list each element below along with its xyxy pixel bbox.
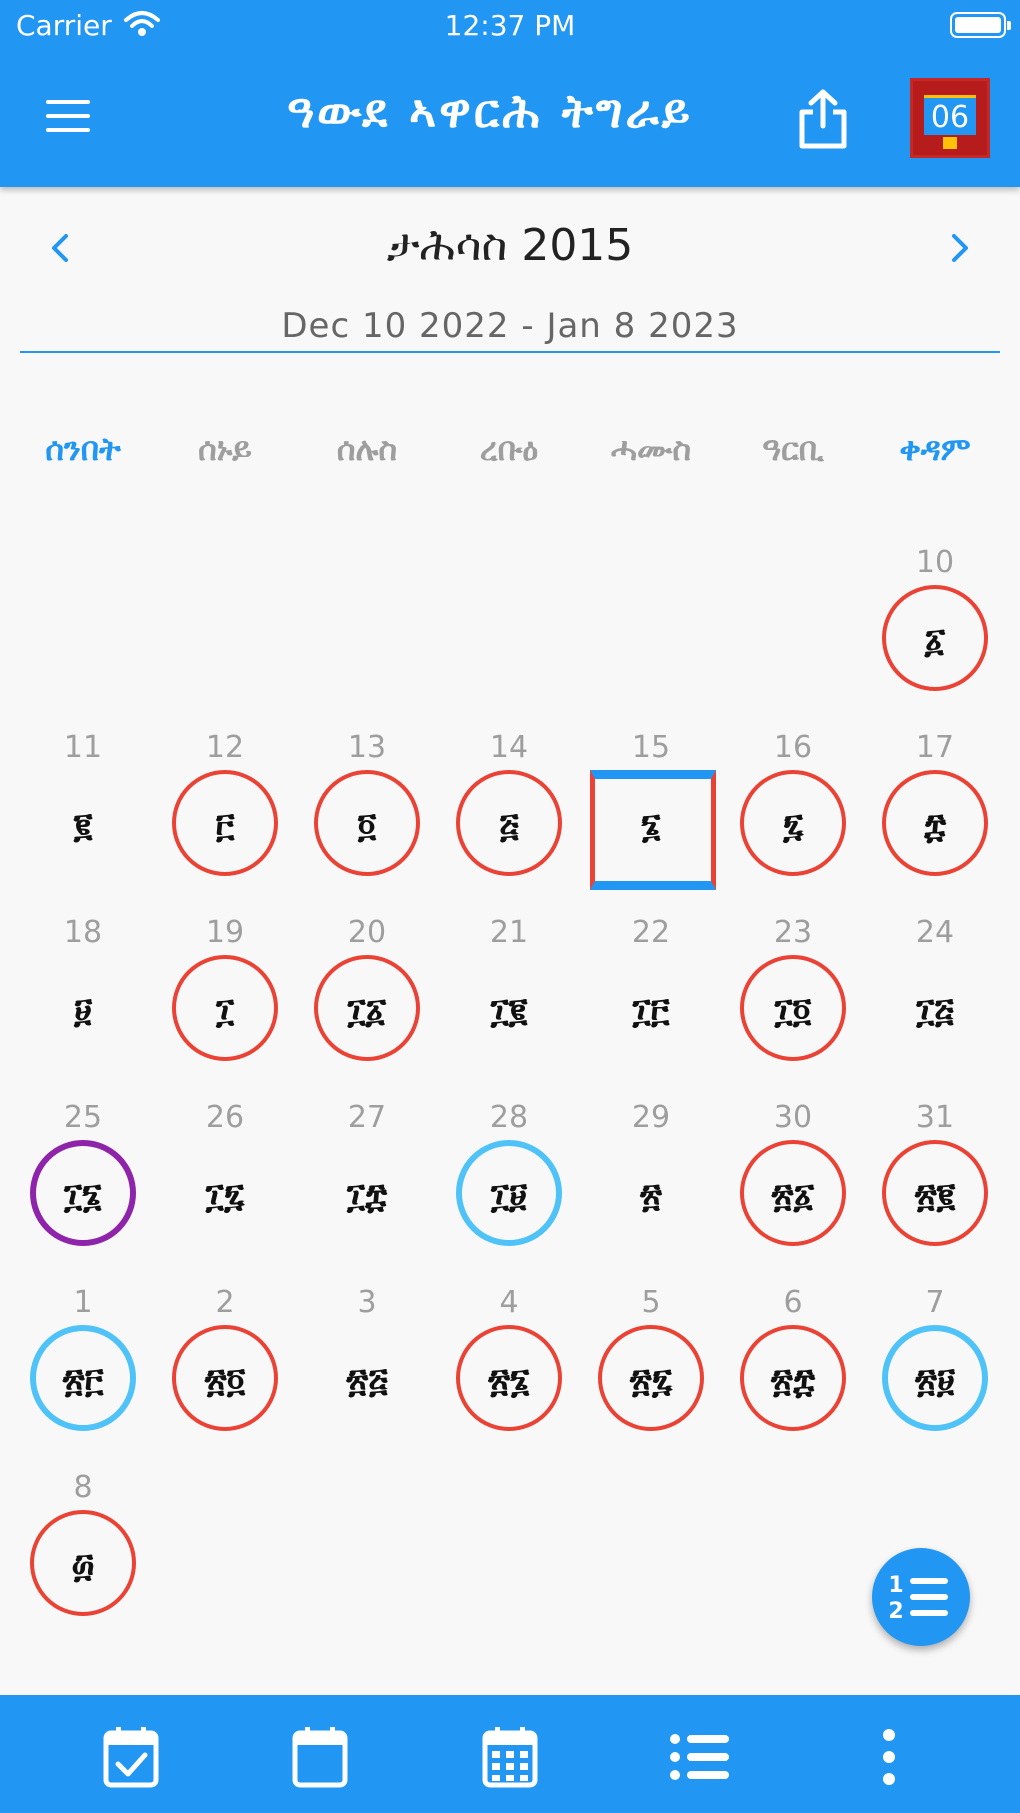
- day-cell[interactable]: [12, 1285, 154, 1465]
- gregorian-day-number: 10: [915, 545, 955, 580]
- day-cell[interactable]: [438, 730, 580, 910]
- day-cell[interactable]: [154, 1285, 296, 1465]
- gregorian-day-number: 27: [347, 1100, 387, 1135]
- svg-text:2: 2: [888, 1599, 904, 1624]
- app-title: ዓውደ ኣዋርሕ ትግራይ: [287, 84, 693, 138]
- weekday-header: ሰኑይ: [198, 430, 252, 468]
- app-header: [0, 0, 1020, 187]
- today-badge-button[interactable]: [910, 78, 990, 158]
- share-icon[interactable]: [796, 88, 850, 150]
- day-cell[interactable]: [12, 730, 154, 910]
- ethiopic-day-number: ፳: [640, 1176, 662, 1216]
- weekday-header: ሰንበት: [45, 430, 121, 468]
- gregorian-day-number: 29: [631, 1100, 671, 1135]
- day-cell[interactable]: [438, 1100, 580, 1280]
- ethiopic-day-number: ፬: [357, 806, 377, 846]
- gregorian-day-number: 31: [915, 1100, 955, 1135]
- ethiopic-day-number: ፲፪: [490, 991, 528, 1031]
- weekday-header: ሰሉስ: [336, 430, 398, 468]
- day-cell[interactable]: [864, 915, 1006, 1095]
- next-month-button[interactable]: [940, 228, 980, 268]
- gregorian-day-number: 19: [205, 915, 245, 950]
- gregorian-day-number: 12: [205, 730, 245, 765]
- ethiopic-day-number: ፲፱: [490, 1176, 528, 1216]
- weekday-header: ሓሙስ: [610, 430, 692, 468]
- day-cell[interactable]: [296, 730, 438, 910]
- gregorian-day-number: 7: [925, 1285, 945, 1320]
- day-cell[interactable]: [154, 730, 296, 910]
- gregorian-day-number: 1: [73, 1285, 93, 1320]
- gregorian-day-number: 8: [73, 1470, 93, 1505]
- gregorian-day-number: 23: [773, 915, 813, 950]
- divider: [20, 351, 1000, 353]
- day-cell[interactable]: [864, 730, 1006, 910]
- day-cell[interactable]: [864, 545, 1006, 725]
- ethiopic-day-number: ፫: [215, 806, 235, 846]
- ethiopic-day-number: ፳፬: [204, 1361, 246, 1401]
- day-cell[interactable]: [722, 1285, 864, 1465]
- ethiopic-day-number: ፲፭: [916, 991, 954, 1031]
- status-bar: [0, 0, 1020, 50]
- gregorian-day-number: 30: [773, 1100, 813, 1135]
- ethiopic-day-number: ፭: [499, 806, 519, 846]
- day-cell[interactable]: [438, 1285, 580, 1465]
- gregorian-day-number: 26: [205, 1100, 245, 1135]
- list-icon[interactable]: [665, 1725, 735, 1789]
- ethiopic-day-number: ፲፰: [346, 1176, 388, 1216]
- gregorian-day-number: 17: [915, 730, 955, 765]
- day-cell[interactable]: [722, 915, 864, 1095]
- day-cell[interactable]: [296, 915, 438, 1095]
- ethiopic-day-number: ፲፩: [347, 991, 387, 1031]
- day-cell[interactable]: [154, 915, 296, 1095]
- calendar-blank-icon[interactable]: [285, 1725, 355, 1789]
- ethiopic-day-number: ፴: [71, 1546, 95, 1586]
- more-vertical-icon[interactable]: [854, 1725, 924, 1789]
- ethiopic-day-number: ፲፯: [205, 1176, 245, 1216]
- day-cell[interactable]: [12, 1470, 154, 1650]
- gregorian-day-number: 22: [631, 915, 671, 950]
- gregorian-day-number: 21: [489, 915, 529, 950]
- ethiopic-day-number: ፳፰: [770, 1361, 816, 1401]
- day-cell[interactable]: [12, 915, 154, 1095]
- carrier-label: Carrier: [16, 9, 112, 42]
- menu-button[interactable]: [40, 96, 96, 138]
- gregorian-day-number: 13: [347, 730, 387, 765]
- day-cell[interactable]: [154, 1100, 296, 1280]
- ethiopic-day-number: ፳፭: [346, 1361, 388, 1401]
- gregorian-day-number: 16: [773, 730, 813, 765]
- ethiopic-day-number: ፱: [73, 991, 93, 1031]
- gregorian-day-number: 24: [915, 915, 955, 950]
- ethiopic-day-number: ፳፱: [914, 1361, 956, 1401]
- calendar-check-icon[interactable]: [96, 1725, 166, 1789]
- ethiopic-day-number: ፲፮: [64, 1176, 102, 1216]
- ethiopic-day-number: ፰: [923, 806, 947, 846]
- calendar-grid-icon[interactable]: [475, 1725, 545, 1789]
- day-cell[interactable]: [864, 1285, 1006, 1465]
- event-list-button[interactable]: [872, 1548, 970, 1646]
- ethiopic-day-number: ፳፫: [62, 1361, 104, 1401]
- weekday-header: ቀዳም: [899, 430, 971, 468]
- gregorian-day-number: 6: [783, 1285, 803, 1320]
- gregorian-day-number: 5: [641, 1285, 661, 1320]
- day-cell[interactable]: [438, 915, 580, 1095]
- day-cell[interactable]: [296, 1285, 438, 1465]
- ethiopic-day-number: ፳፯: [629, 1361, 673, 1401]
- day-cell[interactable]: [722, 730, 864, 910]
- gregorian-day-number: 11: [63, 730, 103, 765]
- day-cell[interactable]: [296, 1100, 438, 1280]
- day-cell[interactable]: [580, 730, 722, 910]
- day-cell[interactable]: [12, 1100, 154, 1280]
- day-cell[interactable]: [580, 915, 722, 1095]
- ethiopic-day-number: ፳፩: [771, 1176, 815, 1216]
- gregorian-day-number: 28: [489, 1100, 529, 1135]
- weekday-header: ረቡዕ: [479, 430, 539, 468]
- day-cell[interactable]: [580, 1100, 722, 1280]
- menu-icon: [46, 100, 90, 104]
- gregorian-day-number: 14: [489, 730, 529, 765]
- day-cell[interactable]: [580, 1285, 722, 1465]
- ethiopic-day-number: ፲፫: [632, 991, 670, 1031]
- battery-icon: [950, 12, 1006, 38]
- day-cell[interactable]: [722, 1100, 864, 1280]
- status-time: 12:37 PM: [444, 9, 576, 42]
- gregorian-day-number: 15: [631, 730, 671, 765]
- weekday-header: ዓርቢ: [762, 430, 824, 468]
- today-badge-day: 06: [924, 95, 976, 135]
- gregorian-day-number: 18: [63, 915, 103, 950]
- gregorian-day-number: 4: [499, 1285, 519, 1320]
- gregorian-range: Dec 10 2022 - Jan 8 2023: [281, 306, 739, 346]
- ethiopic-day-number: ፲: [215, 991, 235, 1031]
- bottom-toolbar: [0, 1695, 1020, 1813]
- ethiopic-day-number: ፳፪: [914, 1176, 956, 1216]
- gregorian-day-number: 20: [347, 915, 387, 950]
- ethiopic-day-number: ፯: [782, 806, 804, 846]
- ethiopic-day-number: ፩: [924, 621, 946, 661]
- ethiopic-day-number: ፮: [641, 806, 661, 846]
- ethiopic-day-number: ፳፮: [488, 1361, 530, 1401]
- ethiopic-day-number: ፲፬: [774, 991, 812, 1031]
- gregorian-day-number: 3: [357, 1285, 377, 1320]
- previous-month-button[interactable]: [40, 228, 80, 268]
- ethiopic-day-number: ፪: [73, 806, 93, 846]
- day-cell[interactable]: [864, 1100, 1006, 1280]
- gregorian-day-number: 2: [215, 1285, 235, 1320]
- svg-text:1: 1: [888, 1573, 904, 1598]
- gregorian-day-number: 25: [63, 1100, 103, 1135]
- month-title: ታሕሳስ 2015: [386, 220, 634, 271]
